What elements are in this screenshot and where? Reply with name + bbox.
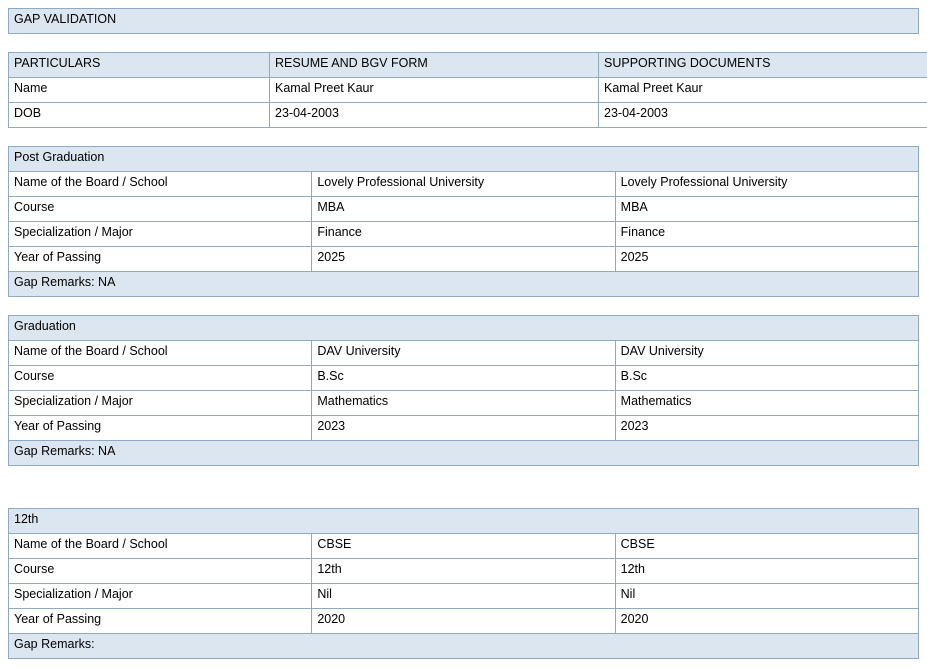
column-header-particulars: PARTICULARS [9, 53, 270, 78]
row-documents-value: 12th [615, 559, 918, 584]
section-heading-row [9, 316, 919, 341]
row-resume-value: Lovely Professional University [312, 172, 615, 197]
row-label: Course [9, 559, 312, 584]
row-label: Year of Passing [9, 609, 312, 634]
row-label: Course [9, 197, 312, 222]
row-resume-value: 12th [312, 559, 615, 584]
section-heading-row [9, 509, 919, 534]
gap-remarks: Gap Remarks: NA [9, 272, 919, 297]
section-heading: Graduation [9, 316, 919, 341]
section-table-graduation [8, 315, 919, 466]
row-resume-value: B.Sc [312, 366, 615, 391]
row-resume-value: 2020 [312, 609, 615, 634]
spacer [8, 34, 919, 52]
row-label: Year of Passing [9, 247, 312, 272]
row-label: Name [9, 78, 270, 103]
table-row [9, 341, 919, 366]
table-row [9, 78, 927, 103]
row-resume-value: DAV University [312, 341, 615, 366]
row-documents-value: 23-04-2003 [599, 103, 927, 128]
row-documents-value: Finance [615, 222, 918, 247]
document-title-row [9, 9, 919, 34]
table-row [9, 416, 919, 441]
table-row [9, 609, 919, 634]
table-row [9, 366, 919, 391]
table-row [9, 584, 919, 609]
row-resume-value: 2023 [312, 416, 615, 441]
gap-remarks-row [9, 441, 919, 466]
spacer [8, 128, 919, 146]
row-documents-value: B.Sc [615, 366, 918, 391]
table-row [9, 172, 919, 197]
row-documents-value: Lovely Professional University [615, 172, 918, 197]
title-table [8, 8, 919, 34]
row-label: Name of the Board / School [9, 341, 312, 366]
row-resume-value: 2025 [312, 247, 615, 272]
row-label: Specialization / Major [9, 391, 312, 416]
column-header-documents: SUPPORTING DOCUMENTS [599, 53, 927, 78]
row-resume-value: CBSE [312, 534, 615, 559]
row-documents-value: 2020 [615, 609, 918, 634]
row-label: Specialization / Major [9, 222, 312, 247]
table-row [9, 247, 919, 272]
row-documents-value: 2023 [615, 416, 918, 441]
document-title: GAP VALIDATION [9, 9, 919, 34]
row-documents-value: MBA [615, 197, 918, 222]
section-heading: 12th [9, 509, 919, 534]
section-table-12th [8, 508, 919, 659]
gap-remarks-row [9, 272, 919, 297]
table-row [9, 559, 919, 584]
row-label: Year of Passing [9, 416, 312, 441]
table-row [9, 222, 919, 247]
column-header-resume: RESUME AND BGV FORM [270, 53, 599, 78]
gap-remarks: Gap Remarks: NA [9, 441, 919, 466]
row-documents-value: DAV University [615, 341, 918, 366]
row-resume-value: Kamal Preet Kaur [270, 78, 599, 103]
row-label: DOB [9, 103, 270, 128]
table-row [9, 103, 927, 128]
row-documents-value: CBSE [615, 534, 918, 559]
section-table-post-graduation [8, 146, 919, 297]
gap-remarks: Gap Remarks: [9, 634, 919, 659]
row-resume-value: MBA [312, 197, 615, 222]
gap-remarks-row [9, 634, 919, 659]
table-row [9, 197, 919, 222]
row-documents-value: Nil [615, 584, 918, 609]
row-documents-value: 2025 [615, 247, 918, 272]
row-resume-value: 23-04-2003 [270, 103, 599, 128]
row-resume-value: Finance [312, 222, 615, 247]
spacer [8, 297, 919, 315]
row-resume-value: Mathematics [312, 391, 615, 416]
row-label: Name of the Board / School [9, 534, 312, 559]
spacer-large [8, 466, 919, 508]
table-row [9, 391, 919, 416]
section-heading: Post Graduation [9, 147, 919, 172]
row-documents-value: Mathematics [615, 391, 918, 416]
row-label: Name of the Board / School [9, 172, 312, 197]
section-heading-row [9, 147, 919, 172]
row-label: Course [9, 366, 312, 391]
identity-table [8, 52, 927, 128]
table-row [9, 534, 919, 559]
row-documents-value: Kamal Preet Kaur [599, 78, 927, 103]
row-resume-value: Nil [312, 584, 615, 609]
row-label: Specialization / Major [9, 584, 312, 609]
identity-header-row [9, 53, 927, 78]
